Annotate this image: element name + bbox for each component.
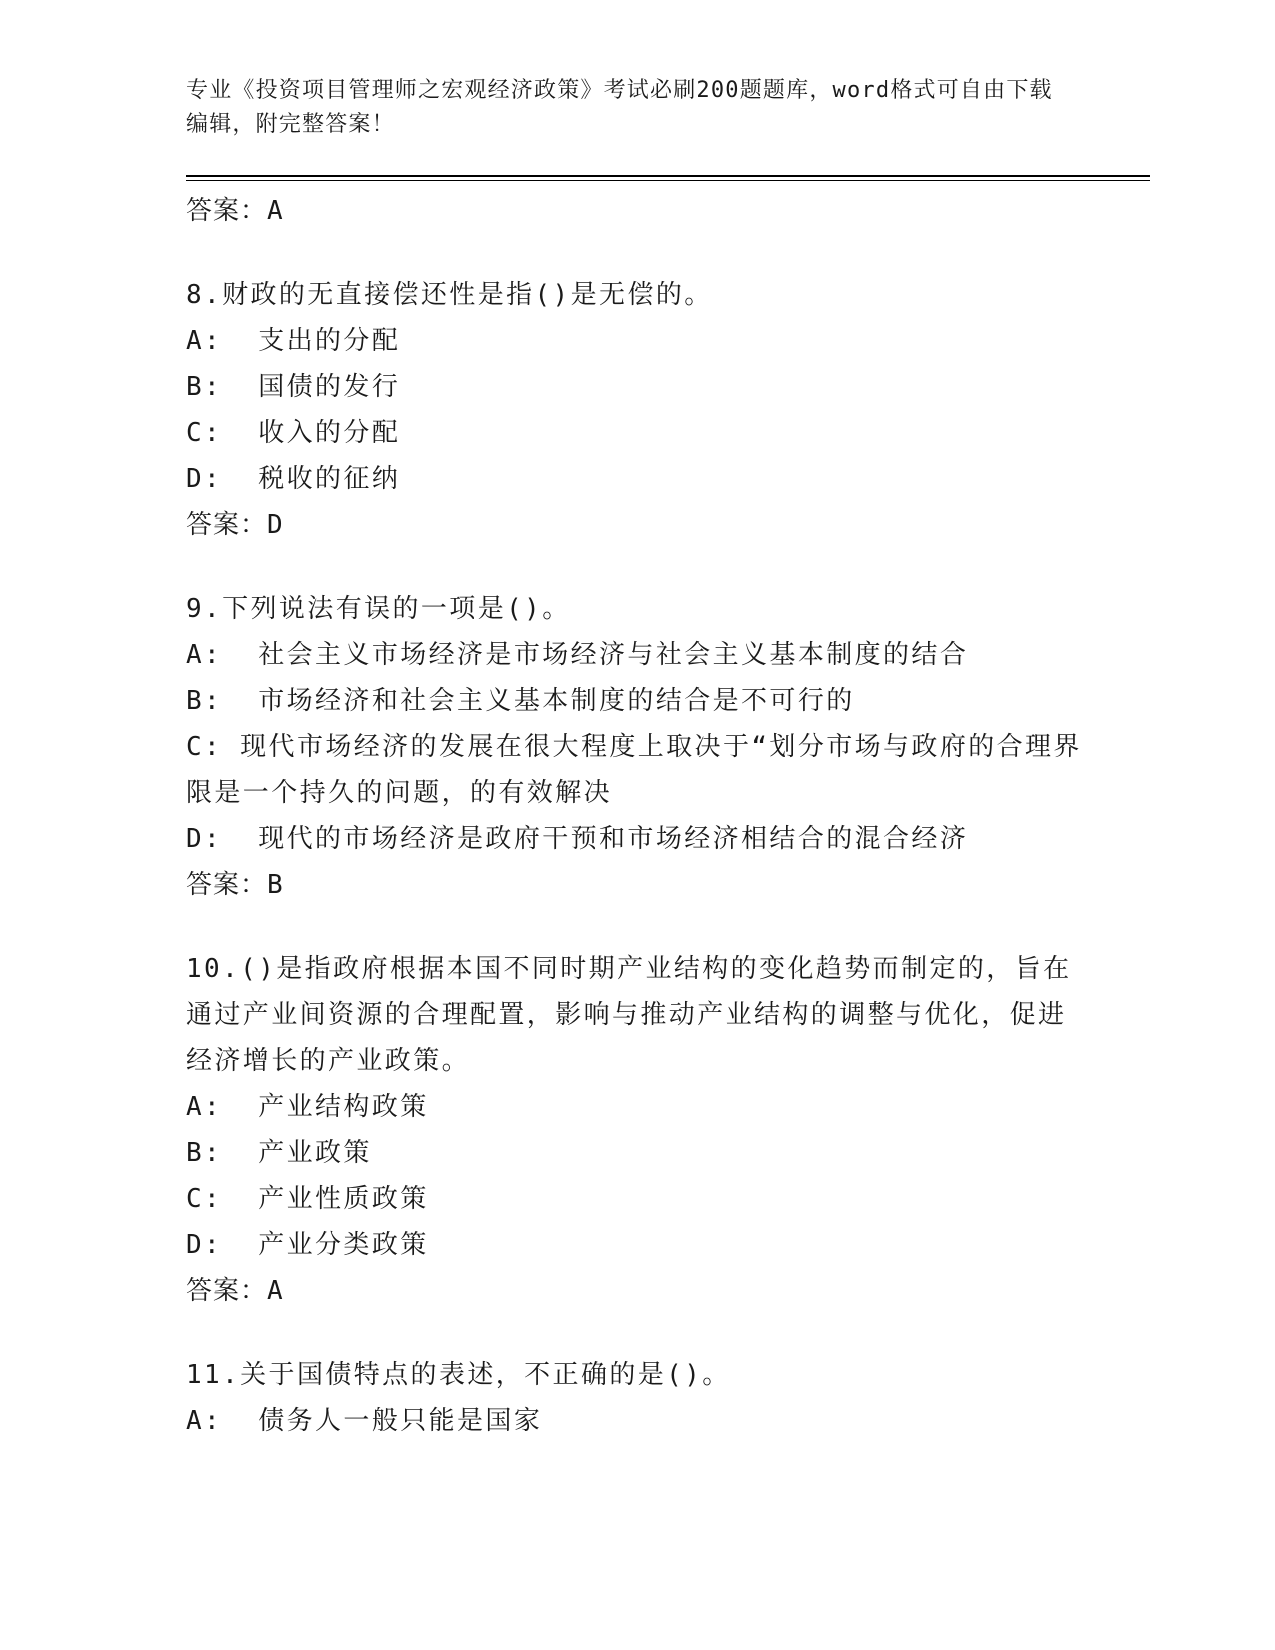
header-divider-thin	[186, 180, 1150, 181]
spacer	[186, 1314, 1086, 1352]
header-divider	[186, 175, 1150, 177]
option-c: C: 产业性质政策	[186, 1184, 429, 1214]
answer-line: 答案：A	[186, 196, 284, 226]
option-a: A: 债务人一般只能是国家	[186, 1406, 543, 1436]
option-d: D: 产业分类政策	[186, 1230, 429, 1260]
option-b: B: 市场经济和社会主义基本制度的结合是不可行的	[186, 686, 855, 716]
option-c: C: 收入的分配	[186, 418, 401, 448]
spacer	[186, 908, 1086, 946]
option-a: A: 产业结构政策	[186, 1092, 429, 1122]
option-b: B: 国债的发行	[186, 372, 401, 402]
answer-line: 答案：D	[186, 510, 284, 540]
answer-line: 答案：A	[186, 1276, 284, 1306]
question-list	[186, 188, 1086, 1444]
question-8: 8.财政的无直接偿还性是指()是无偿的。	[186, 280, 713, 310]
option-d: D: 现代的市场经济是政府干预和市场经济相结合的混合经济	[186, 824, 969, 854]
option-b: B: 产业政策	[186, 1138, 372, 1168]
question-10: 10.()是指政府根据本国不同时期产业结构的变化趋势而制定的，旨在通过产业间资源的合理配置，影响与推动产业结构的调整与优化，促进经济增长的产业政策。	[186, 954, 1072, 1076]
spacer	[186, 548, 1086, 586]
option-a: A: 社会主义市场经济是市场经济与社会主义基本制度的结合	[186, 640, 969, 670]
spacer	[186, 234, 1086, 272]
option-c: C: 现代市场经济的发展在很大程度上取决于“划分市场与政府的合理界限是一个持久的问题，的有效解决	[186, 732, 1082, 808]
answer-line: 答案：B	[186, 870, 284, 900]
document-header: 专业《投资项目管理师之宏观经济政策》考试必刷200题题库，word格式可自由下载编辑，附完整答案！	[186, 78, 1053, 137]
question-11: 11.关于国债特点的表述，不正确的是()。	[186, 1360, 731, 1390]
option-a: A: 支出的分配	[186, 326, 401, 356]
question-9: 9.下列说法有误的一项是()。	[186, 594, 571, 624]
option-d: D: 税收的征纳	[186, 464, 401, 494]
